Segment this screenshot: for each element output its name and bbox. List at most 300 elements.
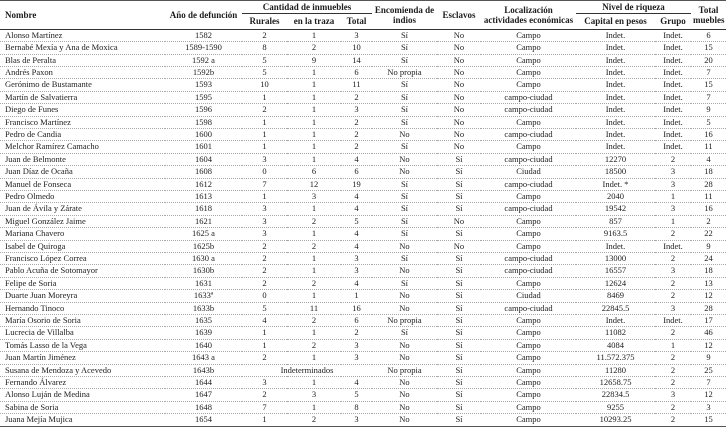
- data-cell: 4: [354, 190, 359, 201]
- col-header-total-muebles: Total muebles: [693, 4, 725, 25]
- data-cell: 1592 a: [192, 54, 215, 65]
- nombre-cell: Martín de Salvatierra: [5, 91, 78, 102]
- table-row: [0, 389, 726, 401]
- data-cell: No: [399, 414, 410, 425]
- data-cell: 3: [670, 166, 676, 177]
- table-row: [0, 401, 726, 413]
- data-cell: No: [453, 91, 465, 102]
- data-cell: Indet.: [605, 104, 626, 115]
- data-cell: 9: [706, 104, 711, 115]
- data-cell: 2: [670, 290, 676, 301]
- data-cell: Sí: [400, 253, 409, 263]
- data-cell: 1621: [195, 215, 212, 226]
- data-cell: 1633ª: [193, 290, 214, 301]
- table-row: [0, 153, 726, 165]
- data-cell: No: [453, 141, 465, 152]
- data-cell: Sí: [455, 228, 463, 239]
- data-cell: Ciudad: [516, 290, 541, 301]
- data-cell: 8: [262, 42, 267, 53]
- nombre-cell: Duarte Juan Moreyra: [5, 290, 78, 301]
- data-cell: 1625b: [192, 240, 215, 251]
- data-cell: 1593: [195, 79, 212, 90]
- data-cell: 1: [311, 91, 317, 102]
- data-cell: 5: [354, 389, 359, 400]
- data-cell: No: [399, 401, 410, 412]
- data-cell: 2: [354, 128, 359, 139]
- data-cell: 18: [704, 265, 713, 276]
- table-body: [0, 29, 726, 426]
- data-cell: 2: [670, 364, 676, 375]
- table-row: [0, 240, 726, 252]
- nombre-cell: Isabel de Quiroga: [5, 240, 66, 251]
- data-cell: Indet.: [663, 29, 683, 40]
- data-cell: 1639: [195, 327, 212, 338]
- nombre-cell: Bernabé Mexía y Ana de Moxica: [5, 42, 118, 53]
- data-cell: 11.572.375: [596, 352, 635, 363]
- data-cell: 1589-1590: [185, 42, 222, 53]
- data-cell: 1: [354, 290, 359, 301]
- col-header-cantidad-inmuebles: Cantidad de inmuebles: [242, 1, 372, 14]
- data-cell: 7: [262, 178, 267, 189]
- data-cell: 12: [704, 339, 713, 350]
- data-cell: 1: [262, 141, 267, 152]
- table-row: [0, 377, 726, 389]
- data-cell: Indet.: [605, 315, 626, 326]
- data-cell: No: [399, 166, 410, 177]
- data-cell: 2: [354, 91, 359, 102]
- data-cell: Sí: [455, 327, 463, 338]
- data-cell: Indet.: [663, 116, 683, 127]
- col-header-esclavos: Esclavos: [442, 9, 476, 20]
- data-cell: Sí: [455, 389, 463, 400]
- data-cell: Indet.: [605, 54, 626, 65]
- data-cell: Campo: [516, 414, 541, 425]
- data-cell: Indet.: [605, 42, 626, 53]
- data-cell: 12: [704, 290, 713, 301]
- data-cell: Indet.: [663, 79, 683, 90]
- data-cell: 2: [311, 215, 317, 226]
- data-cell: 13000: [604, 253, 627, 263]
- data-cell: Indet. *: [602, 178, 629, 189]
- data-cell: 12: [309, 178, 319, 189]
- data-cell: Sí: [455, 153, 463, 164]
- col-header-rurales: Rurales: [249, 16, 280, 27]
- data-cell: 6: [706, 29, 711, 40]
- nombre-cell: Mariana Chavero: [5, 228, 65, 239]
- data-cell: 9: [311, 54, 317, 65]
- data-cell: Sí: [455, 364, 463, 375]
- data-cell: 28: [704, 178, 713, 189]
- data-cell: 1654: [195, 414, 212, 425]
- data-cell: 10: [352, 42, 361, 53]
- data-cell: 6: [354, 66, 359, 77]
- data-cell: campo-ciudad: [504, 104, 553, 115]
- data-cell: campo-ciudad: [504, 265, 553, 276]
- data-cell: Indet.: [663, 66, 683, 77]
- data-cell: 1: [262, 339, 267, 350]
- data-cell: Sí: [400, 54, 409, 65]
- data-cell: 2: [311, 315, 317, 326]
- data-cell: Sí: [455, 315, 463, 326]
- data-cell: 9255: [607, 401, 624, 412]
- data-cell: 2: [262, 29, 267, 40]
- data-cell: Campo: [516, 141, 541, 152]
- data-cell: Indet.: [605, 91, 626, 102]
- data-cell: Sí: [455, 377, 463, 388]
- data-cell: 1596: [195, 104, 212, 115]
- data-cell: No propia: [387, 364, 422, 375]
- data-cell: 2: [670, 327, 676, 338]
- col-header-anio-defuncion: Año de defunción: [169, 9, 238, 20]
- data-cell: 28: [704, 302, 713, 313]
- data-cell: 2: [670, 277, 676, 288]
- table-row: [0, 203, 726, 215]
- nombre-cell: Juan Díaz de Ocaña: [5, 166, 73, 177]
- col-header-nombre: Nombre: [5, 9, 37, 20]
- data-cell: 2: [262, 104, 267, 115]
- data-cell: 3: [354, 253, 359, 263]
- col-header-en-la-traza: en la traza: [293, 16, 335, 27]
- data-cell: 1631: [195, 277, 212, 288]
- data-cell: 1: [311, 265, 317, 276]
- data-cell: 3: [354, 339, 359, 350]
- table-row: [0, 42, 726, 54]
- data-cell: 3: [670, 265, 676, 276]
- data-cell: Sí: [400, 91, 409, 102]
- data-cell: Sí: [455, 166, 463, 177]
- data-cell: Campo: [516, 228, 541, 239]
- table-row: [0, 414, 726, 426]
- data-cell: Sí: [400, 104, 409, 115]
- data-cell: Campo: [516, 42, 541, 53]
- nombre-cell: Sabina de Soria: [5, 401, 59, 412]
- data-cell: Sí: [455, 178, 463, 189]
- data-cell: 10293.25: [599, 414, 632, 425]
- data-cell: Sí: [400, 178, 409, 189]
- data-cell: 9163.5: [603, 228, 628, 239]
- data-cell: 14: [352, 54, 361, 65]
- data-cell: 3: [262, 228, 267, 239]
- data-cell: Campo: [516, 54, 541, 65]
- data-cell: 2: [354, 116, 359, 127]
- data-cell: 1: [670, 215, 676, 226]
- data-cell: Sí: [400, 141, 409, 152]
- data-cell: Sí: [455, 265, 463, 276]
- data-cell: No: [399, 290, 410, 301]
- data-cell: No: [399, 302, 410, 313]
- data-cell: Campo: [516, 116, 541, 127]
- data-cell: 1601: [195, 141, 212, 152]
- table-row: [0, 178, 726, 190]
- data-cell: Indet.: [663, 315, 683, 326]
- data-cell: 4084: [607, 339, 624, 350]
- data-cell: 5: [706, 116, 711, 127]
- data-cell: 3: [354, 352, 359, 363]
- data-cell: 2: [262, 240, 267, 251]
- col-header-localizacion: Localización actividades económicas: [483, 4, 574, 25]
- data-cell: Indet.: [605, 79, 626, 90]
- data-cell: 1: [262, 327, 267, 338]
- data-cell: 1: [311, 290, 317, 301]
- data-cell: No: [399, 339, 410, 350]
- data-cell: Campo: [516, 315, 541, 326]
- data-cell: 6: [354, 166, 359, 177]
- data-cell: 1: [311, 228, 317, 239]
- data-cell: Campo: [516, 364, 541, 375]
- data-cell: 15: [704, 42, 713, 53]
- data-cell: 1: [311, 116, 317, 127]
- data-cell: No: [399, 377, 410, 388]
- data-cell: Sí: [455, 352, 463, 363]
- nombre-cell: Alonso Martínez: [5, 29, 63, 40]
- table-row: [0, 54, 726, 66]
- data-cell: Campo: [516, 389, 541, 400]
- data-cell: Sí: [455, 203, 463, 214]
- data-cell: 1643b: [192, 364, 215, 375]
- data-cell: Sí: [400, 203, 409, 214]
- data-cell: 2: [262, 352, 267, 363]
- data-cell: No: [453, 116, 465, 127]
- col-header-total: Total: [346, 16, 367, 27]
- data-cell: Indet.: [663, 141, 683, 152]
- data-cell: No: [399, 265, 410, 276]
- data-cell: 2: [670, 377, 676, 388]
- data-cell: 1592b: [192, 66, 215, 77]
- data-cell: 24: [704, 253, 713, 263]
- data-cell: 1: [311, 29, 317, 40]
- data-cell: No: [399, 153, 410, 164]
- data-cell: Campo: [516, 215, 541, 226]
- data-cell: 16557: [604, 265, 627, 276]
- data-cell: 1: [262, 91, 267, 102]
- data-cell: 2: [311, 42, 317, 53]
- data-cell: Campo: [516, 327, 541, 338]
- data-cell: Campo: [516, 240, 541, 251]
- data-cell: 17: [704, 315, 713, 326]
- data-cell: Indet.: [663, 104, 683, 115]
- data-cell: 1: [311, 79, 317, 90]
- data-cell: 4: [262, 315, 267, 326]
- nombre-cell: Lucrecia de Villalba: [5, 327, 74, 338]
- data-cell: Sí: [400, 42, 409, 53]
- data-cell: 4: [354, 228, 359, 239]
- data-cell: 22845.5: [601, 302, 630, 313]
- data-cell: 1648: [195, 401, 212, 412]
- data-cell: Sí: [400, 228, 409, 239]
- data-cell: 3: [670, 302, 676, 313]
- data-cell: 1633b: [192, 302, 215, 313]
- table-row: [0, 228, 726, 240]
- data-cell: 4: [354, 203, 359, 214]
- data-cell: Sí: [455, 253, 463, 263]
- data-cell: Campo: [516, 66, 541, 77]
- data-cell: Campo: [516, 377, 541, 388]
- data-cell: 1: [262, 190, 267, 201]
- data-cell: 1618: [195, 203, 212, 214]
- data-cell: 1630b: [192, 265, 215, 276]
- data-cell: Indet.: [663, 128, 683, 139]
- nombre-cell: Pedro de Candia: [5, 128, 62, 139]
- data-cell: 3: [354, 414, 359, 425]
- col-header-encomienda-indios: Encomienda de indios: [374, 4, 435, 25]
- data-cell: Indet.: [605, 240, 626, 251]
- data-cell: 2: [670, 401, 676, 412]
- data-cell: 3: [262, 215, 267, 226]
- data-cell: Ciudad: [516, 166, 541, 177]
- data-cell: Campo: [516, 339, 541, 350]
- data-cell: Sí: [455, 401, 463, 412]
- nombre-cell: Diego de Funes: [5, 104, 59, 115]
- data-cell: 11: [352, 79, 361, 90]
- data-cell: 12624: [604, 277, 627, 288]
- data-cell: 2: [670, 352, 676, 363]
- table-row: [0, 327, 726, 339]
- nombre-cell: Francisco Martínez: [5, 116, 71, 127]
- data-cell: 3: [670, 178, 676, 189]
- data-cell: No: [453, 29, 465, 40]
- table-row: [0, 277, 726, 289]
- data-cell: campo-ciudad: [504, 302, 553, 313]
- nombre-cell: Juan de Belmonte: [5, 153, 66, 164]
- col-header-grupo: Grupo: [660, 16, 686, 27]
- data-cell: Sí: [400, 79, 409, 90]
- nombre-cell: Miguel González Jaime: [5, 215, 86, 226]
- data-cell: No propia: [387, 315, 422, 326]
- data-cell: Indet.: [605, 29, 626, 40]
- table-row: [0, 141, 726, 153]
- table-row: [0, 352, 726, 364]
- data-cell: 6: [354, 315, 359, 326]
- data-cell: 1643 a: [192, 352, 215, 363]
- table-row: [0, 66, 726, 78]
- data-cell: 1: [311, 352, 317, 363]
- data-cell: 5: [262, 54, 267, 65]
- table-row: [0, 315, 726, 327]
- data-cell: 9: [706, 240, 711, 251]
- data-cell: 16: [704, 203, 713, 214]
- data-cell: Sí: [400, 327, 409, 338]
- data-cell: 11280: [605, 364, 626, 375]
- data-cell: Sí: [455, 339, 463, 350]
- data-cell: 7: [706, 377, 711, 388]
- data-cell: Sí: [400, 277, 409, 288]
- nombre-cell: Hernando Tinoco: [5, 302, 65, 313]
- data-cell: 1612: [195, 178, 212, 189]
- data-cell: Campo: [516, 190, 541, 201]
- data-cell: No: [453, 104, 465, 115]
- table-row: [0, 29, 726, 41]
- table-row: [0, 302, 726, 314]
- data-cell: Indeterminados: [280, 364, 334, 375]
- data-cell: Sí: [400, 215, 409, 226]
- data-cell: Indet.: [663, 42, 683, 53]
- data-cell: 15: [704, 79, 713, 90]
- data-cell: 1582: [195, 29, 212, 40]
- data-cell: Campo: [516, 352, 541, 363]
- data-cell: 1600: [195, 128, 212, 139]
- data-cell: 2: [262, 253, 267, 263]
- data-cell: 1640: [195, 339, 212, 350]
- data-cell: 1635: [195, 315, 212, 326]
- data-cell: 2: [262, 265, 267, 276]
- nombre-cell: Alonso Luján de Medina: [5, 389, 90, 400]
- data-cell: 1598: [195, 116, 212, 127]
- data-cell: 857: [609, 215, 622, 226]
- data-cell: campo-ciudad: [504, 253, 553, 263]
- data-cell: No: [399, 352, 410, 363]
- data-cell: Campo: [516, 79, 541, 90]
- data-cell: 3: [670, 389, 676, 400]
- data-cell: No: [453, 215, 465, 226]
- col-header-nivel-riqueza: Nivel de riqueza: [576, 1, 691, 14]
- data-cell: 12658.75: [599, 377, 632, 388]
- table-row: [0, 290, 726, 302]
- nombre-cell: Melchor Ramírez Camacho: [5, 141, 99, 152]
- data-cell: 13: [704, 277, 713, 288]
- data-cell: Campo: [516, 29, 541, 40]
- table-row: [0, 79, 726, 91]
- table-row: [0, 339, 726, 351]
- data-cell: Sí: [455, 277, 463, 288]
- data-cell: 1: [311, 401, 317, 412]
- data-cell: 12: [704, 389, 713, 400]
- data-cell: campo-ciudad: [504, 91, 553, 102]
- table-row: [0, 215, 726, 227]
- data-cell: 18: [704, 166, 713, 177]
- table-row: [0, 116, 726, 128]
- data-cell: Indet.: [663, 54, 683, 65]
- data-cell: 3: [354, 104, 359, 115]
- table-row: [0, 166, 726, 178]
- data-cell: 1: [311, 377, 317, 388]
- data-cell: 18500: [604, 166, 627, 177]
- data-cell: Sí: [400, 29, 409, 40]
- data-cell: 1: [311, 153, 317, 164]
- data-cell: 1647: [195, 389, 212, 400]
- data-cell: 12270: [604, 153, 627, 164]
- data-cell: No propia: [387, 66, 422, 77]
- data-cell: 1604: [195, 153, 212, 164]
- data-cell: 3: [262, 203, 267, 214]
- nombre-cell: Fernando Álvarez: [5, 377, 67, 388]
- data-cell: No: [453, 240, 465, 251]
- nombre-cell: Juan de Ávila y Zárate: [5, 203, 82, 214]
- nombre-cell: Juana Mejía Mujica: [5, 414, 73, 425]
- data-cell: 0: [262, 166, 267, 177]
- data-cell: 2040: [607, 190, 624, 201]
- data-cell: 1608: [195, 166, 212, 177]
- data-cell: campo-ciudad: [504, 128, 553, 139]
- data-cell: Indet.: [605, 141, 626, 152]
- data-cell: Sí: [400, 190, 409, 201]
- data-cell: 4: [706, 153, 711, 164]
- data-cell: 4: [354, 240, 359, 251]
- data-cell: 1: [311, 327, 317, 338]
- data-cell: 1: [262, 128, 267, 139]
- data-cell: 8: [354, 401, 359, 412]
- data-cell: 4: [354, 153, 359, 164]
- data-cell: 3: [670, 203, 676, 214]
- table-header: [0, 1, 726, 30]
- data-cell: No: [453, 42, 465, 53]
- data-cell: 1: [262, 414, 267, 425]
- table-row: [0, 91, 726, 103]
- data-cell: 22: [704, 228, 713, 239]
- data-cell: 1: [311, 203, 317, 214]
- data-cell: 9: [706, 352, 711, 363]
- data-cell: 3: [311, 389, 317, 400]
- data-cell: 16: [704, 128, 713, 139]
